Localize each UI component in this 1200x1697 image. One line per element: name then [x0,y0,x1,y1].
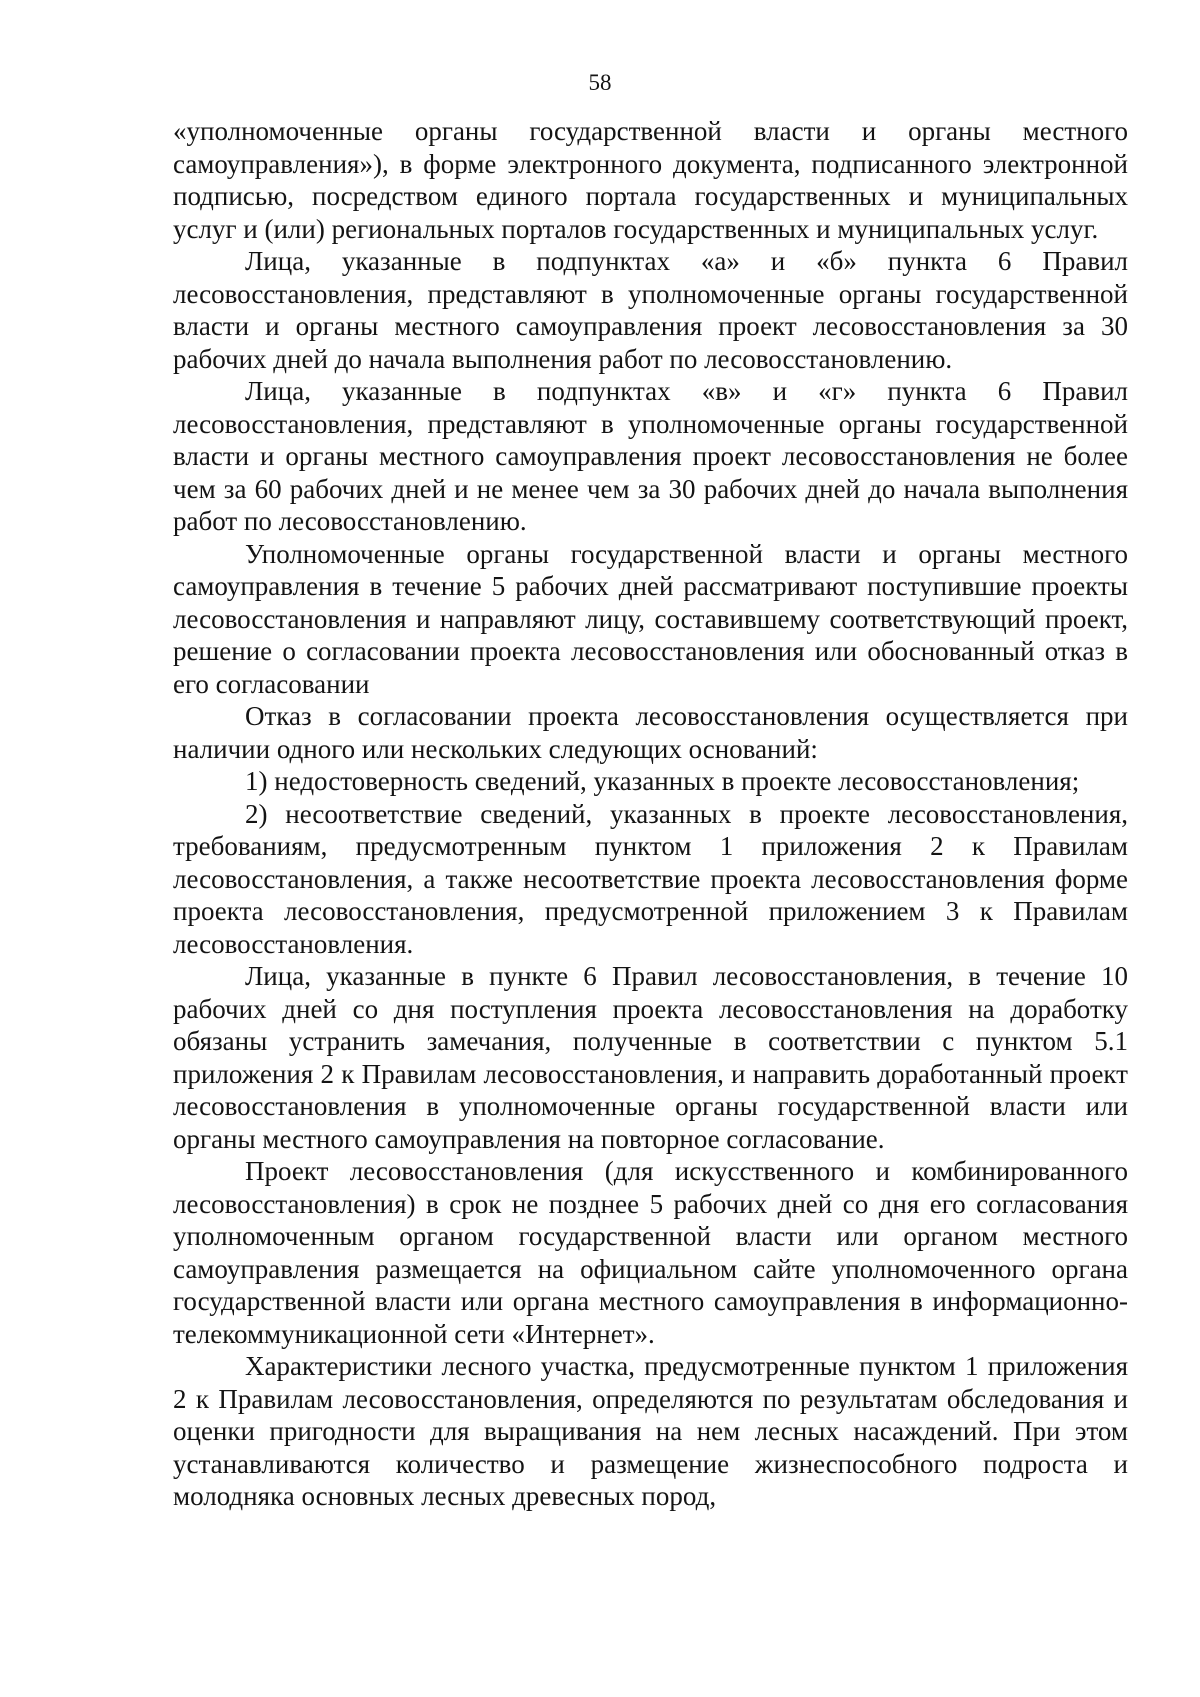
page-number: 58 [588,70,612,95]
paragraph: «уполномоченные органы государственной власти и органы местного самоуправления»), в форме электронного документа, подписанного электронной подписью, посредством единого портала государственных и муниципальных услуг и (или) региональных порталов государственных и муниципальных услуг. [173,116,1128,244]
paragraph: Лица, указанные в подпунктах «а» и «б» пункта 6 Правил лесовосстановления, представляют в уполномоченные органы государственной власти и органы местного самоуправления проект лесовосстановления за 30 рабочих дней до начала выполнения работ по лесовосстановлению. [173,246,1128,374]
paragraph: Характеристики лесного участка, предусмотренные пунктом 1 приложения 2 к Правилам лесовосстановления, определяются по результатам обследования и оценки пригодности для выращивания на нем лесных насаждений. При этом устанавливаются количество и размещение жизнеспособного подроста и молодняка основных лесных древесных пород, [173,1351,1128,1511]
document-body [173,115,1128,1513]
paragraph: Отказ в согласовании проекта лесовосстановления осуществляется при наличии одного или нескольких следующих оснований: [173,701,1128,764]
paragraph: Лица, указанные в пункте 6 Правил лесовосстановления, в течение 10 рабочих дней со дня поступления проекта лесовосстановления на доработку обязаны устранить замечания, полученные в соответствии с пунктом 5.1 приложения 2 к Правилам лесовосстановления, и направить доработанный проект лесовосстановления в уполномоченные органы государственной власти или органы местного самоуправления на повторное согласование. [173,961,1128,1154]
list-item: 2) несоответствие сведений, указанных в проекте лесовосстановления, требованиям, предусмотренным пунктом 1 приложения 2 к Правилам лесовосстановления, а также несоответствие проекта лесовосстановления форме проекта лесовосстановления, предусмотренной приложением 3 к Правилам лесовосстановления. [173,798,1128,959]
paragraph: Проект лесовосстановления (для искусственного и комбинированного лесовосстановления) в срок не позднее 5 рабочих дней со дня его согласования уполномоченным органом государственной власти или органом местного самоуправления размещается на официальном сайте уполномоченного органа государственной власти или органа местного самоуправления в информационно-телекоммуникационной сети «Интернет». [173,1156,1128,1349]
list-item: 1) недостоверность сведений, указанных в проекте лесовосстановления; [245,766,1080,796]
paragraph: Лица, указанные в подпунктах «в» и «г» пункта 6 Правил лесовосстановления, представляют в уполномоченные органы государственной власти и органы местного самоуправления проект лесовосстановления не более чем за 60 рабочих дней и не менее чем за 30 рабочих дней до начала выполнения работ по лесовосстановлению. [173,376,1128,536]
paragraph: Уполномоченные органы государственной власти и органы местного самоуправления в течение 5 рабочих дней рассматривают поступившие проекты лесовосстановления и направляют лицу, составившему соответствующий проект, решение о согласовании проекта лесовосстановления или обоснованный отказ в его согласовании [173,538,1128,699]
